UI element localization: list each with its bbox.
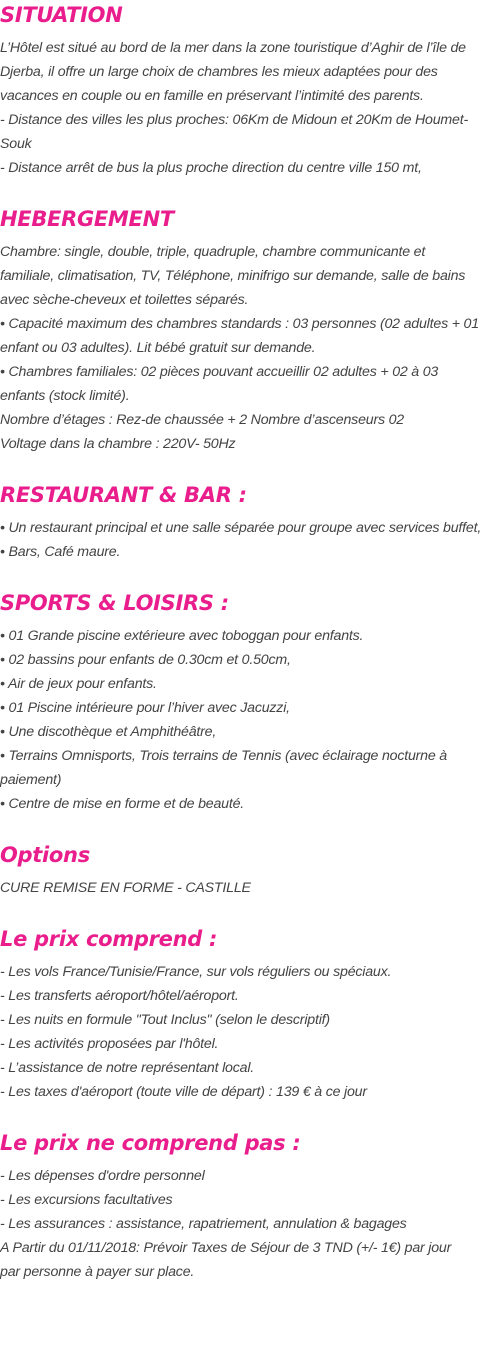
text-line: CURE REMISE EN FORME - CASTILLE [0,880,251,896]
text-line: • Air de jeux pour enfants. [0,676,157,692]
text-line: • Centre de mise en forme et de beauté. [0,796,245,812]
section-body [0,618,500,816]
text-line: Djerba, il offre un large choix de chambres les mieux adaptées pour des [0,64,438,80]
section-body [0,870,500,900]
text-line: • 01 Grande piscine extérieure avec toboggan pour enfants. [0,628,364,644]
section-title: RESTAURANT & BAR : [0,483,247,507]
text-line: - Les activités proposées par l'hôtel. [0,1036,219,1052]
text-line: Chambre: single, double, triple, quadruple, chambre communicante et [0,244,426,260]
text-line: vacances en couple ou en famille en préservant l’intimité des parents. [0,88,424,104]
text-line: • Chambres familiales: 02 pièces pouvant accueillir 02 adultes + 02 à 03 [0,364,439,380]
text-line: - Distance des villes les plus proches: 06Km de Midoun et 20Km de Houmet- [0,112,469,128]
text-line: - Les vols France/Tunisie/France, sur vols réguliers ou spéciaux. [0,964,392,980]
text-line: familiale, climatisation, TV, Téléphone, minifrigo sur demande, salle de bains [0,268,466,284]
section-body [0,1158,500,1284]
text-line: - L’assistance de notre représentant local. [0,1060,255,1076]
section-sports-loisirs [0,588,500,816]
text-line: • 01 Piscine intérieure pour l’hiver avec Jacuzzi, [0,700,290,716]
section-title: Options [0,843,90,867]
text-line: L’Hôtel est situé au bord de la mer dans la zone touristique d’Aghir de l’île de [0,40,466,56]
text-line: - Les excursions facultatives [0,1192,173,1208]
text-line: • 02 bassins pour enfants de 0.30cm et 0.50cm, [0,652,291,668]
section-title: Le prix comprend : [0,927,218,951]
text-line: - Distance arrêt de bus la plus proche direction du centre ville 150 mt, [0,160,422,176]
section-body [0,30,500,180]
text-line: paiement) [0,772,62,788]
text-line: Voltage dans la chambre : 220V- 50Hz [0,436,236,452]
section-body [0,510,500,564]
section-prix-ne-comprend-pas [0,1128,500,1284]
text-line: • Une discothèque et Amphithéâtre, [0,724,217,740]
text-line: enfant ou 03 adultes). Lit bébé gratuit sur demande. [0,340,316,356]
section-prix-comprend [0,924,500,1104]
section-body [0,234,500,456]
text-line: enfants (stock limité). [0,388,130,404]
text-line: A Partir du 01/11/2018: Prévoir Taxes de Séjour de 3 TND (+/- 1€) par jour [0,1240,452,1256]
section-title: SPORTS & LOISIRS : [0,591,229,615]
text-line: • Capacité maximum des chambres standards : 03 personnes (02 adultes + 01 [0,316,479,332]
text-line: - Les dépenses d'ordre personnel [0,1168,205,1184]
text-line: - Les transferts aéroport/hôtel/aéroport. [0,988,239,1004]
section-body [0,954,500,1104]
text-line: par personne à payer sur place. [0,1264,195,1280]
text-line: avec sèche-cheveux et toilettes séparés. [0,292,249,308]
section-title: SITUATION [0,3,123,27]
text-line: - Les taxes d'aéroport (toute ville de départ) : 139 € à ce jour [0,1084,367,1100]
section-options [0,840,500,900]
text-line: Souk [0,136,32,152]
section-hebergement [0,204,500,456]
text-line: • Bars, Café maure. [0,544,121,560]
text-line: - Les nuits en formule "Tout Inclus" (selon le descriptif) [0,1012,330,1028]
section-restaurant-bar [0,480,500,564]
section-title: Le prix ne comprend pas : [0,1131,301,1155]
section-title: HEBERGEMENT [0,207,174,231]
section-situation [0,0,500,180]
text-line: • Un restaurant principal et une salle séparée pour groupe avec services buffet, [0,520,482,536]
text-line: Nombre d’étages : Rez-de chaussée + 2 Nombre d’ascenseurs 02 [0,412,404,428]
text-line: - Les assurances : assistance, rapatriement, annulation & bagages [0,1216,407,1232]
text-line: • Terrains Omnisports, Trois terrains de Tennis (avec éclairage nocturne à [0,748,447,764]
